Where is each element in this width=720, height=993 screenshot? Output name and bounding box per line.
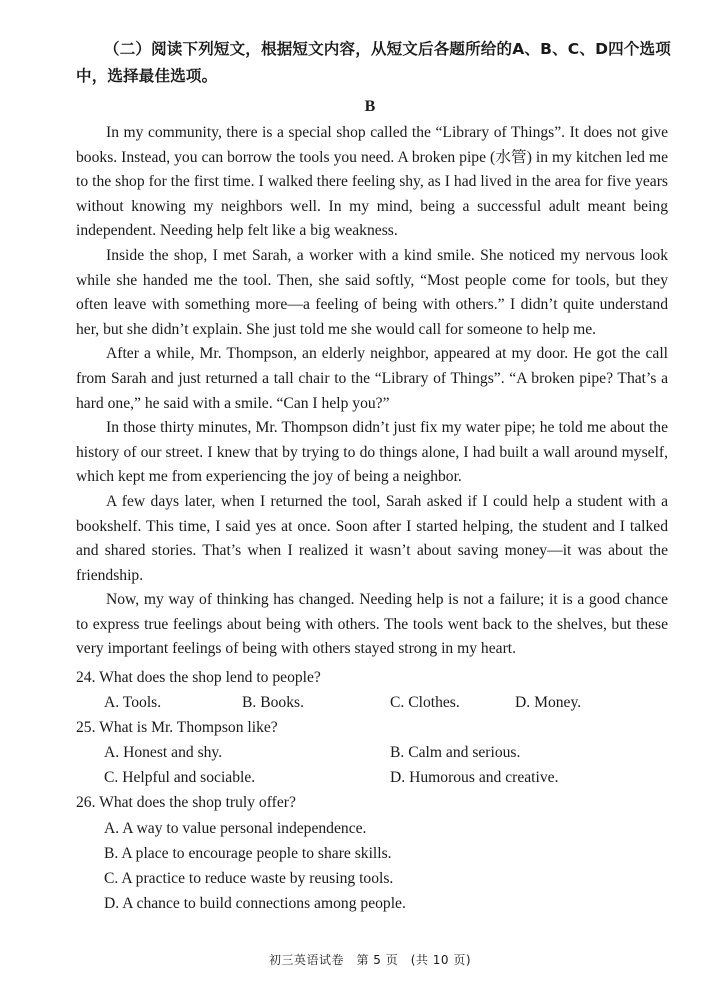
option-text: Calm and serious. <box>408 744 521 761</box>
passage-paragraph: After a while, Mr. Thompson, an elderly neighbor, appeared at my door. He got the call from Sarah and just returned a tall chair to the “Library of Things”. “A broken pipe? That’s a hard one,” he said with a smile. “Can I help you?” <box>76 345 668 412</box>
passage-paragraph: Now, my way of thinking has changed. Needing help is not a failure; it is a good chance to express true feelings about being with others. The tools went back to the shelves, but these very important feelings of being with others stayed strong in my heart. <box>76 591 668 658</box>
option-text: Honest and shy. <box>123 744 223 761</box>
question-24-stem <box>76 666 321 691</box>
question-24-option-c[interactable] <box>390 691 460 716</box>
question-26-stem <box>76 791 296 816</box>
option-letter: B. <box>242 694 257 711</box>
option-letter: C. <box>390 694 405 711</box>
option-text: Books. <box>260 694 304 711</box>
passage-paragraph: In my community, there is a special shop called the “Library of Things”. It does not give books. Instead, you can borrow the tools you need. A broken pipe (水管) in my kitchen led me to the shop for the first time. I walked there feeling shy, as I had lived in the area for five years without knowing my neighbors well. In my mind, being a successful adult meant being independent. Needing help felt like a big weakness. <box>76 124 668 240</box>
question-25-option-d[interactable] <box>390 766 558 791</box>
passage-paragraph: Inside the shop, I met Sarah, a worker with a kind smile. She noticed my nervous look while she handed me the tool. Then, she said softly, “Most people come for tools, but they often leave with something more—a feeling of being with others.” I didn’t quite understand her, but she didn’t explain. She just told me she would call for someone to help me. <box>76 246 668 338</box>
option-text: A chance to build connections among people. <box>122 895 406 912</box>
question-25-stem <box>76 716 278 741</box>
question-number: 24. <box>76 669 96 686</box>
option-letter: B. <box>390 744 405 761</box>
question-26-option-a[interactable] <box>104 817 366 842</box>
question-text: What does the shop truly offer? <box>99 794 296 811</box>
page-footer: 初三英语试卷 第 5 页 (共 10 页) <box>268 953 472 967</box>
question-25-option-b[interactable] <box>390 741 520 766</box>
question-number: 26. <box>76 794 96 811</box>
option-text: Humorous and creative. <box>409 769 559 786</box>
question-24-option-d[interactable] <box>515 691 581 716</box>
question-26-option-b[interactable] <box>104 842 392 867</box>
option-letter: A. <box>104 820 120 837</box>
option-letter: C. <box>104 769 119 786</box>
question-text: What does the shop lend to people? <box>99 669 321 686</box>
option-letter: B. <box>104 845 119 862</box>
question-number: 25. <box>76 719 96 736</box>
option-text: Clothes. <box>408 694 460 711</box>
option-letter: D. <box>104 895 120 912</box>
option-text: Money. <box>534 694 582 711</box>
option-text: A place to encourage people to share skills. <box>121 845 392 862</box>
question-25-option-c[interactable] <box>104 766 255 791</box>
option-letter: D. <box>515 694 531 711</box>
reading-passage <box>76 121 668 662</box>
option-text: A practice to reduce waste by reusing tools. <box>121 870 394 887</box>
passage-paragraph: In those thirty minutes, Mr. Thompson didn’t just fix my water pipe; he told me about the history of our street. I knew that by trying to do things alone, I had built a wall around myself, which kept me from experiencing the joy of being a neighbor. <box>76 419 668 486</box>
section-instruction: （二）阅读下列短文，根据短文内容，从短文后各题所给的A、B、C、D四个选项中，选择最佳选项。 <box>76 40 671 85</box>
question-24-option-b[interactable] <box>242 691 304 716</box>
question-26-option-c[interactable] <box>104 867 393 892</box>
question-24-option-a[interactable] <box>104 691 161 716</box>
passage-label: B <box>364 98 376 115</box>
question-25-option-a[interactable] <box>104 741 222 766</box>
passage-paragraph: A few days later, when I returned the tool, Sarah asked if I could help a student with a bookshelf. This time, I said yes at once. Soon after I started helping, the student and I talked and shared stories. That’s when I realized it wasn’t about saving money—it was about the friendship. <box>76 492 668 584</box>
question-26-option-d[interactable] <box>104 892 406 917</box>
option-text: Helpful and sociable. <box>122 769 256 786</box>
option-text: Tools. <box>122 694 162 711</box>
option-letter: A. <box>104 694 120 711</box>
option-letter: C. <box>104 870 119 887</box>
option-letter: A. <box>104 744 120 761</box>
option-letter: D. <box>390 769 406 786</box>
option-text: A way to value personal independence. <box>122 820 367 837</box>
question-text: What is Mr. Thompson like? <box>99 719 278 736</box>
